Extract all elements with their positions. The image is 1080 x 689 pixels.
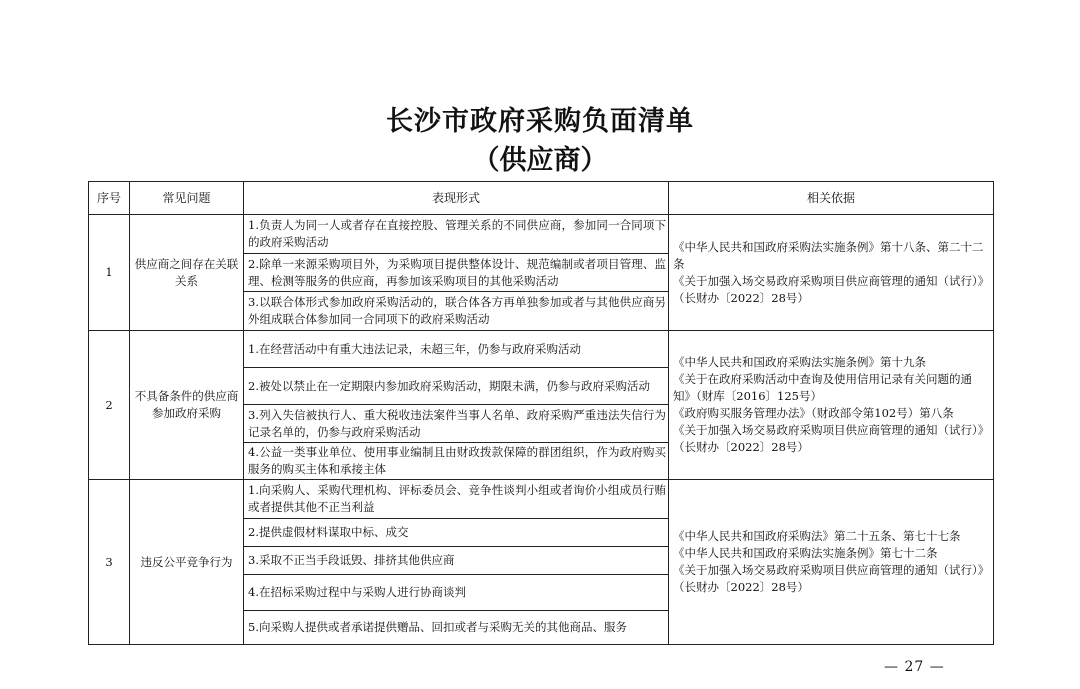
- row-basis: [669, 480, 994, 645]
- basis-item: 《关于加强入场交易政府采购项目供应商管理的通知（试行）》（长财办〔2022〕28号）: [673, 423, 984, 454]
- table-row: [89, 215, 994, 254]
- row-form-item: 1.向采购人、采购代理机构、评标委员会、竞争性谈判小组或者询价小组成员行贿或者提供其他不正当利益: [244, 480, 669, 519]
- row-form-item: 2.提供虚假材料谋取中标、成交: [244, 519, 669, 547]
- basis-item: 《中华人民共和国政府采购法实施条例》第十八条、第二十二条: [673, 239, 984, 271]
- basis-item: 《关于加强入场交易政府采购项目供应商管理的通知（试行）》（长财办〔2022〕28号）: [673, 563, 984, 594]
- page-number: — 27 —: [884, 659, 945, 675]
- table-row: [89, 331, 994, 368]
- row-number: 2: [89, 331, 130, 480]
- header-form: 表现形式: [244, 182, 669, 215]
- row-form-item: 1.在经营活动中有重大违法记录，未超三年，仍参与政府采购活动: [244, 331, 669, 368]
- header-no: 序号: [89, 182, 130, 215]
- header-issue: 常见问题: [130, 182, 244, 215]
- row-issue: 供应商之间存在关联关系: [130, 215, 244, 331]
- row-form-item: 4.公益一类事业单位、使用事业编制且由财政拨款保障的群团组织，作为政府购买服务的购买主体和承接主体: [244, 443, 669, 480]
- row-basis: [669, 215, 994, 331]
- table-header-row: [89, 182, 994, 215]
- basis-item: 《政府购买服务管理办法》（财政部令第102号）第八条: [673, 406, 954, 420]
- row-number: 1: [89, 215, 130, 331]
- basis-item: 《中华人民共和国政府采购法实施条例》第十九条: [673, 355, 926, 369]
- negative-list-table: [88, 181, 994, 645]
- basis-item: 《关于加强入场交易政府采购项目供应商管理的通知（试行）》（长财办〔2022〕28号）: [673, 273, 984, 305]
- row-number: 3: [89, 480, 130, 645]
- row-issue: 违反公平竞争行为: [130, 480, 244, 645]
- row-form-item: 2.除单一来源采购项目外，为采购项目提供整体设计、规范编制或者项目管理、监理、检测等服务的供应商，再参加该采购项目的其他采购活动: [244, 254, 669, 292]
- row-basis: [669, 331, 994, 480]
- basis-item: 《关于在政府采购活动中查询及使用信用记录有关问题的通知》（财库〔2016〕125号）: [673, 372, 972, 403]
- basis-item: 《中华人民共和国政府采购法实施条例》第七十二条: [673, 546, 938, 560]
- row-form-item: 3.列入失信被执行人、重大税收违法案件当事人名单、政府采购严重违法失信行为记录名单的，仍参与政府采购活动: [244, 405, 669, 443]
- table-row: [89, 480, 994, 519]
- row-form-item: 3.以联合体形式参加政府采购活动的，联合体各方再单独参加或者与其他供应商另外组成联合体参加同一合同项下的政府采购活动: [244, 292, 669, 331]
- page-subtitle: （供应商）: [472, 145, 608, 176]
- row-form-item: 4.在招标采购过程中与采购人进行协商谈判: [244, 575, 669, 611]
- header-basis: 相关依据: [669, 182, 994, 215]
- row-form-item: 3.采取不正当手段诋毁、排挤其他供应商: [244, 547, 669, 575]
- row-form-item: 1.负责人为同一人或者存在直接控股、管理关系的不同供应商，参加同一合同项下的政府采购活动: [244, 215, 669, 254]
- page-title: 长沙市政府采购负面清单: [386, 106, 694, 137]
- row-form-item: 2.被处以禁止在一定期限内参加政府采购活动，期限未满，仍参与政府采购活动: [244, 368, 669, 405]
- basis-item: 《中华人民共和国政府采购法》第二十五条、第七十七条: [673, 529, 961, 543]
- row-form-item: 5.向采购人提供或者承诺提供赠品、回扣或者与采购无关的其他商品、服务: [244, 611, 669, 645]
- row-issue: 不具备条件的供应商参加政府采购: [130, 331, 244, 480]
